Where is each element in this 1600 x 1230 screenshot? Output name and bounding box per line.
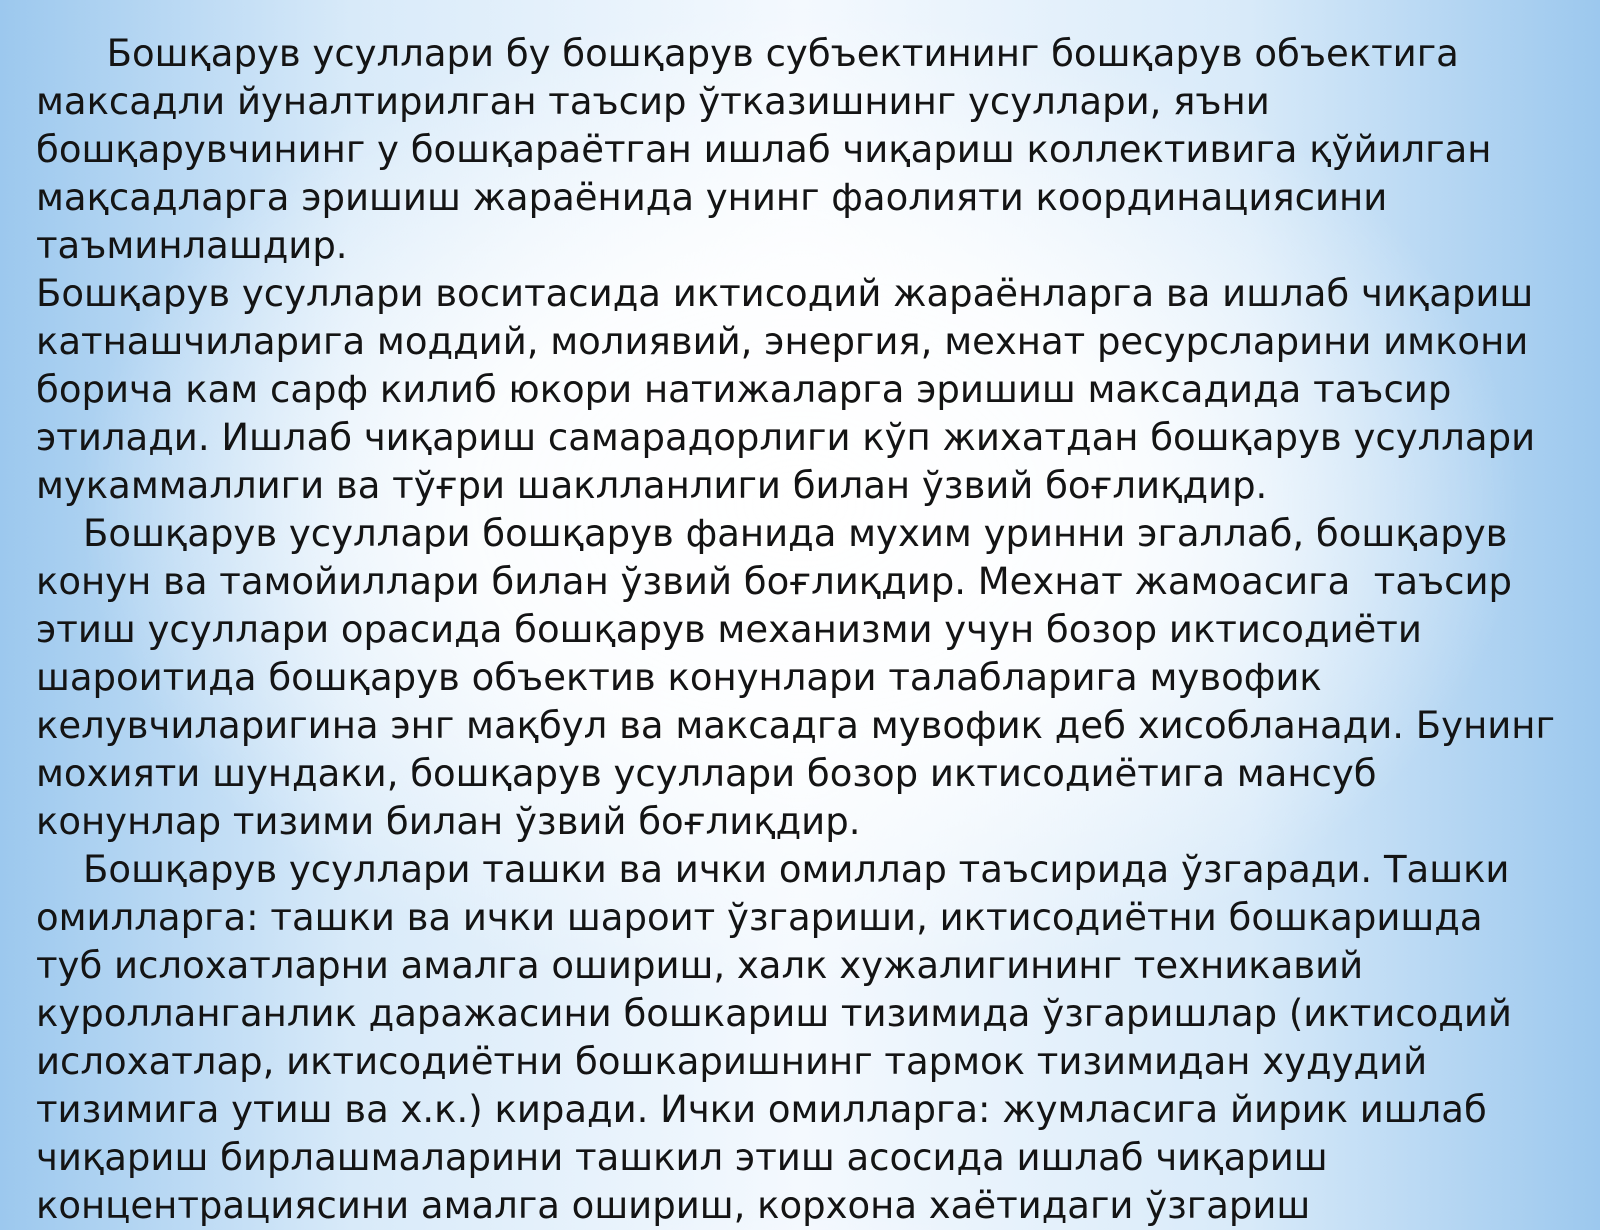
text-line: Бошқарув усуллари бошқарув фанида мухим уринни эгаллаб, бошқарув <box>36 512 1508 555</box>
text-line: куролланганлик даражасини бошкариш тизимида ўзгаришлар (иктисодий <box>36 992 1512 1035</box>
text-line: Бошқарув усуллари воситасида иктисодий жараёнларга ва ишлаб чиқариш <box>36 272 1534 315</box>
text-line: мохияти шундаки, бошқарув усуллари бозор иктисодиётига мансуб <box>36 752 1377 795</box>
text-line: концентрациясини амалга ошириш, корхона хаётидаги ўзгариш <box>36 1184 1311 1227</box>
text-line: Бошқарув усуллари ташки ва ички омиллар таъсирида ўзгаради. Ташки <box>36 848 1510 891</box>
text-line: максадли йуналтирилган таъсир ўтказишнинг усуллари, яъни <box>36 80 1270 123</box>
text-line: ислохатлар, иктисодиётни бошкаришнинг тармок тизимидан худудий <box>36 1040 1428 1083</box>
text-line: омилларга: ташки ва ички шароит ўзгариши, иктисодиётни бошкаришда <box>36 896 1483 939</box>
text-line: келувчиларигина энг мақбул ва максадга мувофик деб хисобланади. Бунинг <box>36 704 1555 747</box>
text-line: конун ва тамойиллари билан ўзвий боғлиқдир. Мехнат жамоасига таъсир <box>36 560 1513 603</box>
text-line: мақсадларга эришиш жараёнида унинг фаолияти координациясини <box>36 176 1388 219</box>
body-text <box>36 30 1584 1230</box>
text-line: конунлар тизими билан ўзвий боғлиқдир. <box>36 800 861 843</box>
text-line: катнашчиларига моддий, молиявий, энергия, мехнат ресурсларини имкони <box>36 320 1529 363</box>
text-line: Бошқарув усуллари бу бошқарув субъектининг бошқарув объектига <box>36 32 1459 75</box>
text-line: шароитида бошқарув объектив конунлари талабларига мувофик <box>36 656 1322 699</box>
text-line: этиш усуллари орасида бошқарув механизми учун бозор иктисодиёти <box>36 608 1422 651</box>
text-line: мукаммаллиги ва тўғри шаклланлиги билан ўзвий боғлиқдир. <box>36 464 1268 507</box>
text-line: тизимига утиш ва х.к.) киради. Ички омилларга: жумласига йирик ишлаб <box>36 1088 1487 1131</box>
text-line: борича кам сарф килиб юкори натижаларга эришиш максадида таъсир <box>36 368 1452 411</box>
text-line: чиқариш бирлашмаларини ташкил этиш асосида ишлаб чиқариш <box>36 1136 1328 1179</box>
text-line: таъминлашдир. <box>36 224 348 267</box>
text-line: бошқарувчининг у бошқараётган ишлаб чиқариш коллективига қўйилган <box>36 128 1492 171</box>
text-line: туб ислохатларни амалга ошириш, халк хужалигининг техникавий <box>36 944 1364 987</box>
text-line: этилади. Ишлаб чиқариш самарадорлиги кўп жихатдан бошқарув усуллари <box>36 416 1536 459</box>
